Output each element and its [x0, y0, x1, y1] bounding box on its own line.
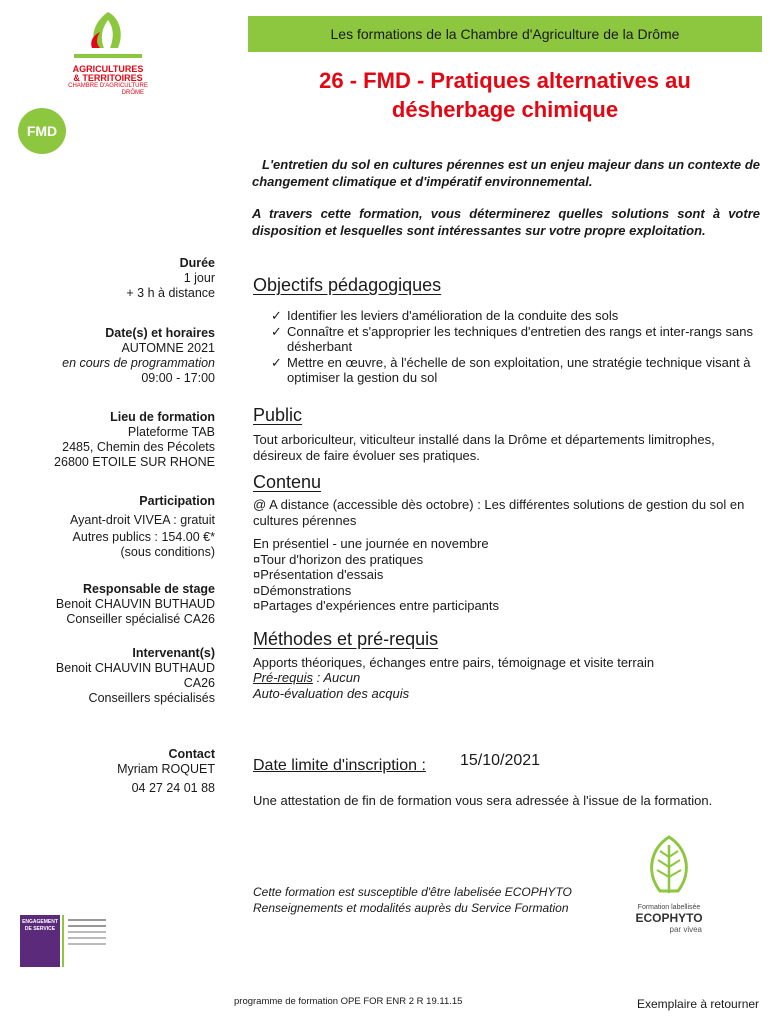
- dates-value-3: 09:00 - 17:00: [141, 371, 215, 385]
- service-commitment-logo: [20, 915, 110, 967]
- content-item: ¤ Démonstrations: [253, 583, 763, 599]
- dates-value-2: en cours de programmation: [62, 356, 215, 370]
- commitment-details-icon: [62, 915, 110, 967]
- content-presentiel: En présentiel - une journée en novembre: [253, 536, 489, 551]
- duration-heading: Durée: [179, 256, 215, 270]
- header-banner: Les formations de la Chambre d'Agriculture de la Drôme: [248, 16, 762, 52]
- ecophyto-caption: Formation labellisée: [637, 904, 701, 911]
- contact-phone: 04 27 24 01 88: [131, 781, 215, 795]
- logo-line-1: AGRICULTURES: [72, 64, 144, 74]
- location-value-3: 26800 ETOILE SUR RHONE: [54, 455, 215, 469]
- chamber-logo: [60, 8, 156, 100]
- self-assessment: Auto-évaluation des acquis: [253, 686, 410, 701]
- duration-block: [15, 256, 215, 301]
- duration-value-1: 1 jour: [183, 271, 215, 285]
- content-item: ¤ Partages d'expériences entre participants: [253, 598, 763, 614]
- trainers-heading: Intervenant(s): [132, 646, 215, 660]
- contact-heading: Contact: [168, 747, 215, 761]
- participation-value-1: Ayant-droit VIVEA : gratuit: [70, 513, 215, 527]
- intro: [252, 157, 760, 255]
- objective-item: ✓ Connaître et s'approprier les techniques d'entretien des rangs et inter-rangs sans désherbant: [271, 324, 763, 355]
- logo-line-4: DRÔME: [121, 90, 144, 96]
- contact-name: Myriam ROQUET: [117, 762, 215, 776]
- location-value-1: Plateforme TAB: [127, 425, 215, 439]
- document-code: programme de formation OPE FOR ENR 2 R 19.11.15: [234, 996, 463, 1007]
- public-text: Tout arboriculteur, viticulteur installé dans la Drôme et départements limitrophes, désireux de faire évoluer ses pratiques.: [253, 432, 715, 463]
- dates-block: [15, 326, 215, 386]
- fmd-badge: FMD: [18, 108, 66, 154]
- labelisation-line-2: Renseignements et modalités auprès du Service Formation: [253, 901, 569, 915]
- title-line-1: 26 - FMD - Pratiques alternatives au: [319, 68, 691, 93]
- leaf-icon: [630, 835, 708, 899]
- manager-heading: Responsable de stage: [83, 582, 215, 596]
- copy-notice: Exemplaire à retourner: [637, 997, 760, 1011]
- manager-block: [15, 582, 215, 627]
- prereq-label: Pré-requis: [253, 670, 313, 685]
- manager-value-2: Conseiller spécialisé CA26: [66, 612, 215, 626]
- public-heading: Public: [253, 405, 303, 425]
- ecophyto-by: par vivea: [669, 925, 702, 934]
- methods-heading: Méthodes et pré-requis: [253, 629, 439, 649]
- ecophyto-name: ECOPHYTO: [635, 911, 703, 925]
- duration-value-2: + 3 h à distance: [126, 286, 215, 300]
- objectives-list: [253, 308, 763, 386]
- participation-heading: Participation: [139, 494, 215, 508]
- qualiopi-line-2: DE SERVICE: [24, 926, 56, 932]
- qualiopi-line-1: ENGAGEMENT: [22, 919, 58, 925]
- participation-block: [15, 494, 215, 560]
- objective-item: ✓ Identifier les leviers d'amélioration de la conduite des sols: [271, 308, 763, 324]
- content-heading: Contenu: [253, 472, 322, 492]
- logo-line-2: & TERRITOIRES: [73, 73, 143, 83]
- trainers-value-3: Conseillers spécialisés: [88, 691, 215, 705]
- methods-text: Apports théoriques, échanges entre pairs, témoignage et visite terrain: [253, 655, 655, 670]
- location-block: [15, 410, 215, 470]
- logo-line-3: CHAMBRE D'AGRICULTURE: [68, 83, 148, 89]
- ecophyto-logo: [630, 835, 708, 945]
- labelisation-note: [253, 884, 572, 916]
- dates-value-1: AUTOMNE 2021: [121, 341, 215, 355]
- objectives-heading: Objectifs pédagogiques: [253, 275, 442, 295]
- trainers-value-2: CA26: [183, 676, 215, 690]
- content-list: [253, 536, 763, 614]
- location-heading: Lieu de formation: [110, 410, 215, 424]
- deadline-date: 15/10/2021: [460, 752, 541, 769]
- title-line-2: désherbage chimique: [391, 97, 619, 122]
- content-item: ¤ Présentation d'essais: [253, 567, 763, 583]
- location-value-2: 2485, Chemin des Pécolets: [62, 440, 215, 454]
- contact-block: [15, 747, 215, 796]
- prereq-value: : Aucun: [312, 670, 361, 685]
- content-item: ¤ Tour d'horizon des pratiques: [253, 552, 763, 568]
- deadline-label: Date limite d'inscription :: [253, 757, 426, 774]
- intro-paragraph-1: L'entretien du sol en cultures pérennes est un enjeu majeur dans un contexte de changement climatique et d'impératif environnemental.: [252, 157, 760, 189]
- leaf-logo-icon: [60, 8, 156, 64]
- manager-value-1: Benoit CHAUVIN BUTHAUD: [55, 597, 215, 611]
- intro-paragraph-2: A travers cette formation, vous déterminerez quelles solutions sont à votre disposition et lesquelles sont intéressantes sur votre propre exploitation.: [252, 206, 760, 238]
- dates-heading: Date(s) et horaires: [105, 326, 215, 340]
- trainers-block: [15, 646, 215, 706]
- objective-item: ✓ Mettre en œuvre, à l'échelle de son exploitation, une stratégie technique visant à optimiser la gestion du sol: [271, 355, 763, 386]
- attestation-text: Une attestation de fin de formation vous sera adressée à l'issue de la formation.: [253, 793, 713, 808]
- participation-value-3: (sous conditions): [120, 545, 215, 559]
- content-distance: @ A distance (accessible dès octobre) : Les différentes solutions de gestion du sol en cultures pérennes: [253, 497, 745, 528]
- page-title: [260, 66, 750, 124]
- prerequisites: [253, 670, 763, 686]
- labelisation-line-1: Cette formation est susceptible d'être labelisée ECOPHYTO: [253, 885, 572, 899]
- participation-value-2: Autres publics : 154.00 €*: [72, 530, 215, 544]
- trainers-value-1: Benoit CHAUVIN BUTHAUD: [55, 661, 215, 675]
